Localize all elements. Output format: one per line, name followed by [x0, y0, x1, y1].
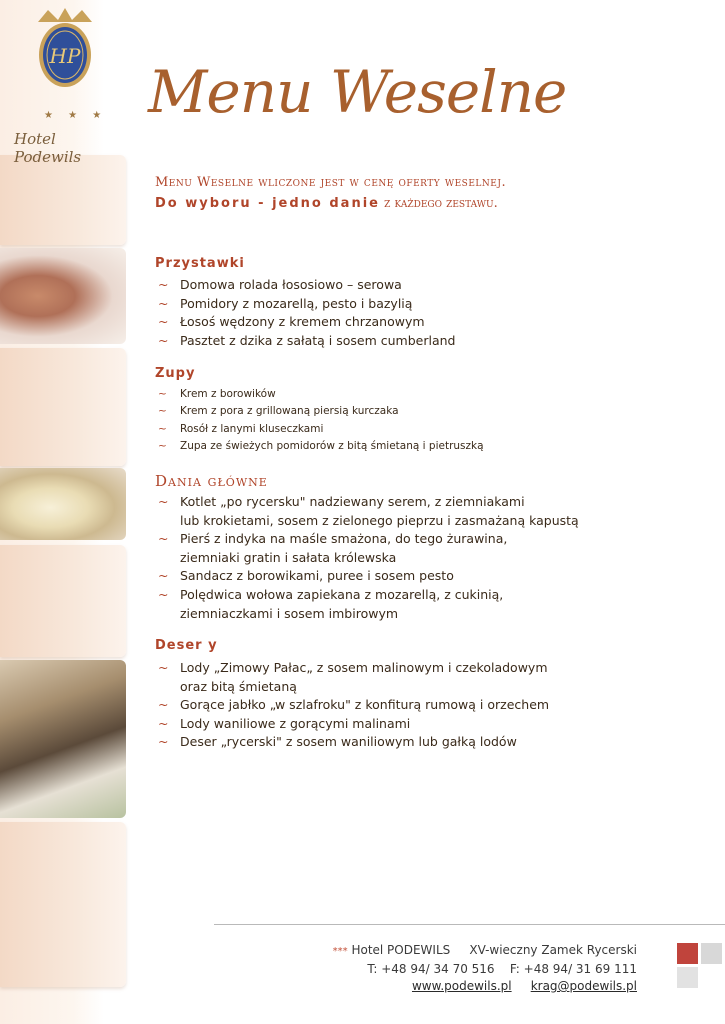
tilde-bullet: ~ [158, 277, 169, 292]
tilde-bullet: ~ [158, 405, 167, 418]
intro-choice-rest: z każdego zestawu. [379, 196, 498, 211]
email-link[interactable]: krag@podewils.pl [530, 979, 637, 993]
footer-links-line [412, 979, 637, 993]
logo-stars: ★ ★ ★ [44, 110, 108, 121]
decorative-strip [0, 155, 126, 245]
tilde-bullet: ~ [158, 660, 169, 675]
red-square-decoration [677, 943, 698, 964]
list-item: ~ Krem z borowików [158, 386, 484, 403]
list-desery [158, 659, 549, 752]
logo-monogram: HP [49, 44, 81, 68]
list-item: ~ Krem z pora z grillowaną piersią kurczaka [158, 403, 484, 420]
list-item: ~ Lody „Zimowy Pałac„ z sosem malinowym i czekoladowym oraz bitą śmietaną [158, 660, 548, 694]
footer-phone: T: +48 94/ 34 70 516 [367, 962, 495, 976]
tilde-bullet: ~ [158, 295, 169, 311]
footer-contact-line [367, 962, 637, 976]
list-item: ~ Pomidory z mozarellą, pesto i bazylią [158, 295, 455, 314]
section-title-przystawki: Przystawki [155, 256, 245, 271]
wedding-couple-photo [0, 660, 126, 818]
list-item: ~ Kotlet „po rycersku" nadziewany serem, z ziemniakami lub krokietami, sosem z zielonego pieprzu i zasmażaną kapustą [158, 494, 579, 528]
tilde-bullet: ~ [158, 332, 169, 348]
list-item: ~ Zupa ze świeżych pomidorów z bitą śmietaną i pietruszką [158, 438, 484, 455]
section-title-dania-glowne: Dania główne [155, 472, 268, 490]
tilde-bullet: ~ [158, 422, 167, 435]
bouquet-photo [0, 468, 126, 540]
page-title: Menu Weselne [148, 58, 567, 126]
intro-line-2 [155, 196, 498, 211]
logo-hotel-name: Hotel Podewils [14, 130, 82, 166]
grey-square-decoration [677, 967, 698, 988]
list-przystawki [158, 276, 455, 350]
tilde-bullet: ~ [158, 734, 169, 750]
tilde-bullet: ~ [158, 568, 169, 584]
list-item: ~ Polędwica wołowa zapiekana z mozarellą, z cukinią, ziemniaczkami i sosem imbirowym [158, 586, 504, 621]
section-title-zupy: Zupy [155, 366, 196, 381]
list-item: ~ Deser „rycerski" z sosem waniliowym lub gałką lodów [158, 733, 549, 752]
list-item: ~ Pasztet z dzika z sałatą i sosem cumberland [158, 332, 455, 351]
tilde-bullet: ~ [158, 440, 167, 453]
footer-castle: XV-wieczny Zamek Rycerski [469, 943, 637, 957]
tilde-bullet: ~ [158, 697, 169, 713]
decorative-strip [0, 348, 126, 466]
footer-hotel: Hotel PODEWILS [351, 943, 451, 957]
intro-line-1: Menu Weselne wliczone jest w cenę oferty weselnej. [155, 175, 507, 190]
tilde-bullet: ~ [158, 531, 169, 547]
tilde-bullet: ~ [158, 715, 169, 731]
grey-square-decoration [701, 943, 722, 964]
decorative-strip [0, 822, 126, 987]
couple-photo [0, 248, 126, 344]
list-item: ~ Sandacz z borowikami, puree i sosem pesto [158, 567, 579, 586]
footer-hotel-line [333, 943, 637, 957]
footer-fax: F: +48 94/ 31 69 111 [509, 962, 637, 976]
list-dania-glowne [158, 493, 579, 623]
tilde-bullet: ~ [158, 314, 169, 330]
list-item: ~ Łosoś wędzony z kremem chrzanowym [158, 313, 455, 332]
list-item: ~ Domowa rolada łososiowo – serowa [158, 276, 455, 295]
website-link[interactable]: www.podewils.pl [411, 979, 512, 993]
list-item: ~ Gorące jabłko „w szlafroku" z konfiturą rumową i orzechem [158, 696, 549, 715]
decorative-strip [0, 545, 126, 657]
section-title-desery: Deser y [155, 638, 218, 653]
tilde-bullet: ~ [158, 494, 169, 509]
footer-divider [214, 924, 725, 925]
tilde-bullet: ~ [158, 388, 167, 400]
footer-stars: *** [332, 946, 348, 957]
hotel-crest-logo [30, 8, 100, 88]
list-zupy [158, 386, 484, 456]
list-item: ~ Lody waniliowe z gorącymi malinami [158, 715, 549, 734]
tilde-bullet: ~ [158, 586, 169, 602]
intro-choice: Do wyboru - jedno danie [155, 196, 380, 211]
list-item: ~ Pierś z indyka na maśle smażona, do tego żurawina, ziemniaki gratin i sałata królewska [158, 531, 508, 565]
list-item: ~ Rosół z lanymi kluseczkami [158, 421, 484, 438]
